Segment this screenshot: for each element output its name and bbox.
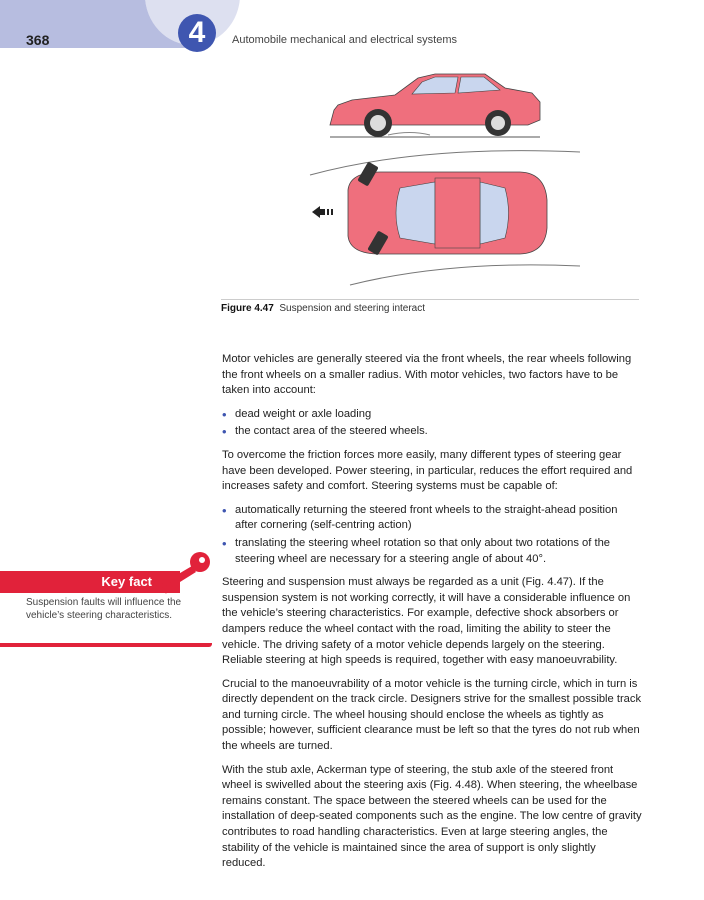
paragraph-2: To overcome the friction forces more easily, many different types of steering gear have been developed. Power steering, in particular, reduces the effort required and increases safety and comfort. Steering systems must be capable of: [222,448,633,493]
paragraph-3: Steering and suspension must always be regarded as a unit (Fig. 4.47). If the suspension system is not working correctly, it will have a considerable influence on the vehicle’s steering characteristics. For example, defective shock absorbers or dampers reduce the wheel contact with the road, limiting the ability to steer the vehicle. The driving safety of a motor vehicle depends largely on the steering. Reliable steering at high speeds is required, together with easy manoeuvrability. [222,576,631,667]
key-fact-bottom-bar [0,643,212,647]
car-side-view [330,74,540,137]
body-text [222,352,642,880]
key-fact-text: Suspension faults will influence the vehicle’s steering characteristics. [26,597,182,621]
figure-illustration [300,60,600,290]
running-title: Automobile mechanical and electrical systems [232,34,457,46]
figure-label: Figure 4.47 [221,303,274,314]
car-top-view [348,161,547,255]
list-item: • translating the steering wheel rotation so that only about two rotations of the steering wheel are necessary for a steering angle of about 40°. [222,536,642,567]
list-item: • the contact area of the steered wheels. [222,424,642,440]
key-icon [150,550,212,595]
paragraph-1: Motor vehicles are generally steered via the front wheels, the rear wheels following the front wheels on a smaller radius. With motor vehicles, two factors have to be taken into account: [222,353,632,397]
figure-caption [221,303,425,314]
paragraph-4: Crucial to the manoeuvrability of a motor vehicle is the turning circle, which in turn is directly dependent on the track circle. Designers strive for the smallest possible track and turning circle. The wheel housing should enclose the wheels as tightly as possible; however, sufficient clearance must be left so that the tyres do not rub when the wheels are turned. [222,677,642,753]
paragraph-5: With the stub axle, Ackerman type of steering, the stub axle of the steered front wheel is swivelled about the steering axis (Fig. 4.48). When steering, the wheelbase remains constant. The space between the steered wheels can be used for the installation of deep-seated components such as the engine. The low centre of gravity contributes to road handling characteristics. Even at large steering angles, the stability of the vehicle is maintained since the area of support is only slightly reduced. [222,763,642,870]
chapter-number-badge: 4 [178,14,216,52]
list-2 [222,503,642,567]
figure-rule [221,299,639,300]
list-item: • automatically returning the steered front wheels to the straight-ahead position after cornering (self-centring action) [222,503,642,534]
figure-caption-text: Suspension and steering interact [279,303,426,314]
page-number: 368 [26,32,50,48]
list-item: • dead weight or axle loading [222,407,642,423]
key-fact-title-text: Key fact [101,574,152,589]
list-1 [222,407,642,440]
direction-arrow-icon [312,206,333,218]
